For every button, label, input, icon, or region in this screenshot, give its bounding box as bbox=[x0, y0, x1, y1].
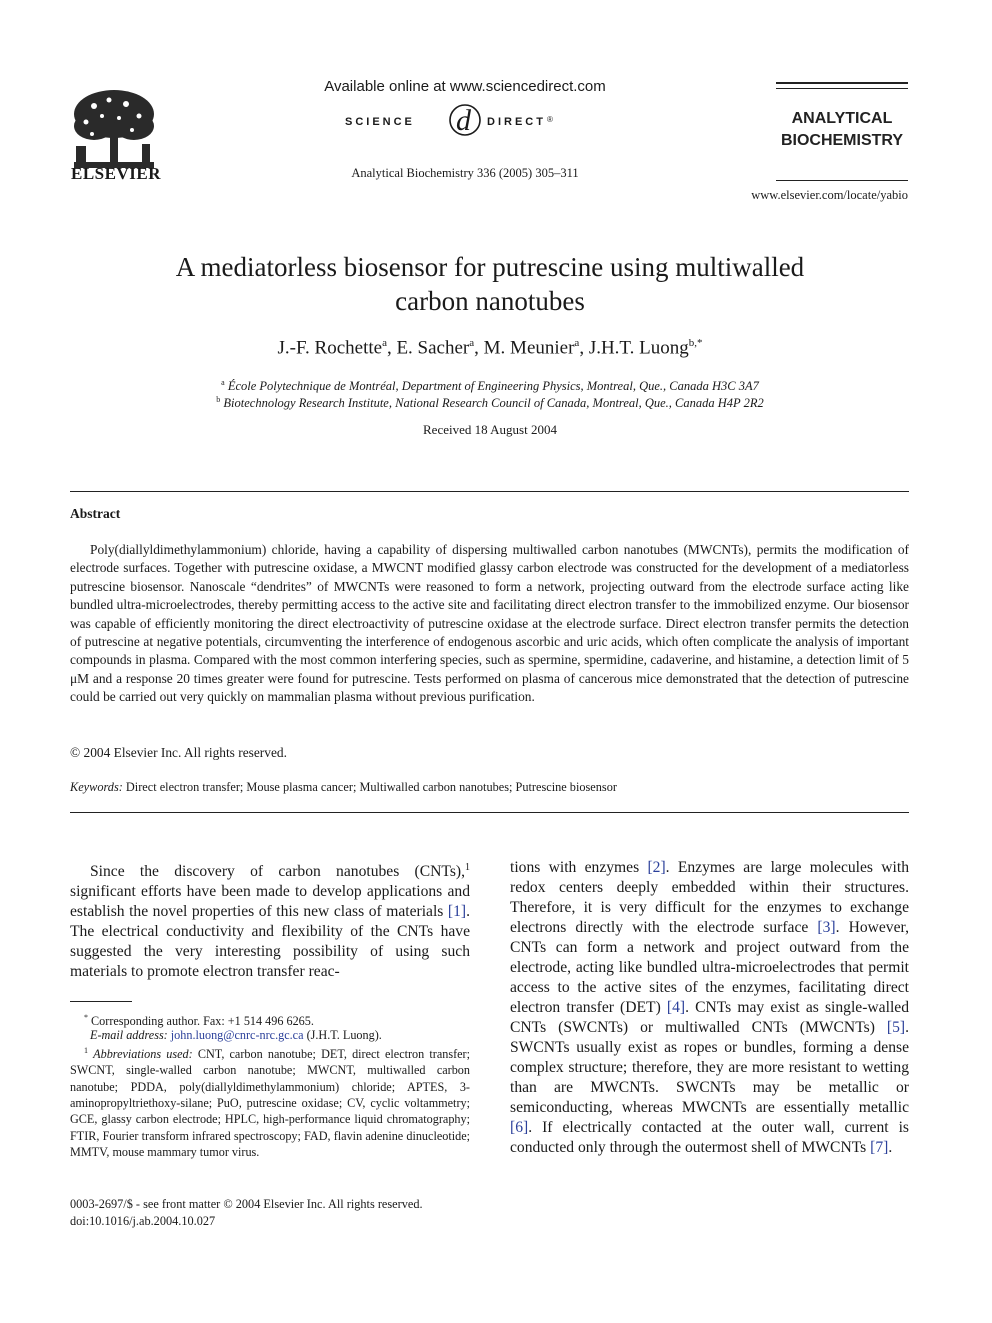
citation-link[interactable]: [3] bbox=[817, 919, 836, 936]
article-title bbox=[90, 250, 890, 318]
author-name: J.H.T. Luong bbox=[588, 337, 689, 359]
abstract-top-rule bbox=[70, 491, 909, 492]
author-affil-mark: a bbox=[382, 337, 387, 349]
journal-rule bbox=[776, 180, 908, 181]
footnote-rule bbox=[70, 1001, 132, 1002]
email-owner: (J.H.T. Luong). bbox=[306, 1028, 382, 1042]
body-text: tions with enzymes bbox=[510, 859, 648, 876]
body-column-right bbox=[510, 858, 909, 1158]
abstract-copyright: © 2004 Elsevier Inc. All rights reserved. bbox=[70, 745, 287, 760]
author-affil-mark: a bbox=[469, 337, 475, 349]
footnote-text: Corresponding author. Fax: +1 514 496 6265. bbox=[91, 1014, 314, 1029]
affiliation-text: École Polytechnique de Montréal, Department of Engineering Physics, Montreal, Que., Canada H3C 3A7 bbox=[227, 379, 759, 394]
abbrev-text: CNT, carbon nanotube; DET, direct electron transfer; SWCNT, single-walled carbon nanotube; MWCNT, multiwalled carbon nanotube; PDDA, poly(diallyldimethylammonium) chloride; APTES, 3-aminopropyltriethoxy-silane; PuO, putrescine oxidase; CV, cyclic voltammetry; GCE, glassy carbon electrode; HPLC, high-performance liquid chromatography; FTIR, Fourier transform infrared spectroscopy; FAD, flavin adenine dinucleotide; MMTV, mouse mammary tumor virus. bbox=[70, 1047, 471, 1159]
footnote-mark: * bbox=[84, 1013, 88, 1022]
body-text: . SWCNTs usually exist as ropes or bundles, forming a dense complex structure; therefore, they are more resistant to wetting than are MWCNTs. SWCNTs may be metallic or semiconducting, whereas MWCNTs are essentially metallic bbox=[510, 1019, 909, 1116]
issn-line: 0003-2697/$ - see front matter © 2004 Elsevier Inc. All rights reserved. bbox=[70, 1197, 423, 1211]
title-line2: carbon nanotubes bbox=[395, 286, 585, 316]
affiliation-a bbox=[90, 378, 890, 394]
citation-link[interactable]: [2] bbox=[647, 859, 666, 876]
received-date: Received 18 August 2004 bbox=[423, 422, 557, 437]
citation-line: Analytical Biochemistry 336 (2005) 305–311 bbox=[351, 166, 579, 180]
citation-link[interactable]: [7] bbox=[870, 1139, 889, 1156]
body-text: . Enzymes are large molecules with redox centers deeply embedded within their structures. Therefore, it is very difficult for the enzymes to exchange electrons directly with the electrode surface bbox=[510, 859, 909, 936]
author-list: J.-F. Rochette$^a$, E. Sacher$^a$, M. Meunier$^a$, J.H.T. Luong$^{b,*}$ bbox=[277, 337, 703, 359]
author-name: M. Meunier bbox=[483, 337, 575, 359]
footnote-mark: 1 bbox=[84, 1046, 88, 1055]
body-text: . bbox=[888, 1139, 893, 1156]
email-link[interactable]: john.luong@cnrc-nrc.gc.ca bbox=[170, 1028, 304, 1042]
footnote-ref[interactable]: 1 bbox=[465, 862, 470, 873]
body-text: Since the discovery of carbon nanotubes (CNTs), bbox=[90, 863, 465, 881]
journal-name bbox=[770, 108, 914, 152]
sd-left-word: SCIENCE bbox=[345, 116, 415, 128]
footnote-email bbox=[70, 1027, 470, 1043]
email-label: E-mail address: bbox=[90, 1028, 168, 1042]
citation-link[interactable]: [6] bbox=[510, 1119, 529, 1136]
title-line1: A mediatorless biosensor for putrescine using multiwalled bbox=[175, 252, 805, 282]
affiliation-mark: a bbox=[221, 378, 225, 387]
affiliation-mark: b bbox=[216, 395, 221, 404]
body-text: . CNTs may exist as single-walled CNTs (SWCNTs) or multiwalled CNTs (MWCNTs) bbox=[510, 999, 909, 1036]
sd-right-word: DIRECT bbox=[487, 116, 546, 128]
sd-mark: ® bbox=[547, 115, 553, 124]
affiliation-text: Biotechnology Research Institute, National Research Council of Canada, Montreal, Que., Canada H4P 2R2 bbox=[223, 396, 764, 411]
journal-url[interactable]: www.elsevier.com/locate/yabio bbox=[751, 188, 908, 202]
sciencedirect-logo-icon bbox=[345, 100, 585, 140]
journal-rule bbox=[776, 82, 908, 84]
citation-link[interactable]: [4] bbox=[666, 999, 686, 1016]
author-affil-mark: a bbox=[574, 337, 580, 349]
author-name: E. Sacher bbox=[396, 337, 470, 359]
author-name: J.-F. Rochette bbox=[277, 337, 383, 359]
citation-link[interactable]: [1] bbox=[447, 903, 467, 921]
keywords-list: Direct electron transfer; Mouse plasma cancer; Multiwalled carbon nanotubes; Putrescine biosensor bbox=[125, 780, 617, 794]
keywords bbox=[70, 780, 909, 795]
abstract-bottom-rule bbox=[70, 812, 909, 813]
publisher-wordmark: ELSEVIER bbox=[71, 164, 161, 183]
doi-line[interactable]: doi:10.1016/j.ab.2004.10.027 bbox=[70, 1214, 216, 1228]
abstract-body: Poly(diallyldimethylammonium) chloride, having a capability of dispersing multiwalled carbon nanotubes (MWCNTs), permits the modification of electrode surfaces. Together with putrescine oxidase, a MWCNT modified glassy carbon electrode was constructed for the development of a mediatorless putrescine biosensor. Nanoscale “dendrites” of MWCNTs were reasoned to form a network, projecting outward from the electrode surface acting like bundled ultra-microelectrodes, thereby permitting access to the active site and facilitating direct electron transfer to the immobilized enzyme. Our biosensor was capable of efficiently monitoring the direct electroactivity of putrescine oxidase at the electrode surface. Direct electron transfer permits the detection of putrescine at negative potentials, circumventing the interference of endogenous ascorbic and uric acids, which often complicate the analysis of important compounds in plasma. Compared with the most common interfering species, such as spermine, spermidine, cadaverine, and histamine, a detection limit of 5 μM and a response 20 times greater were found for putrescine. Tests performed on plasma of cancerous mice demonstrated that the detection of putrescine could be carried out very quickly on mammalian plasma without previous purification. bbox=[70, 542, 909, 705]
svg-text:d: d bbox=[456, 104, 471, 137]
journal-name-line2: BIOCHEMISTRY bbox=[780, 132, 904, 149]
body-text: . If electrically contacted at the outer wall, current is conducted only through the outermost shell of MWCNTs bbox=[510, 1119, 909, 1156]
body-column-left bbox=[70, 858, 470, 982]
issn-block bbox=[70, 1196, 423, 1230]
author-affil-mark[interactable]: b,* bbox=[688, 337, 703, 349]
body-text: . The electrical conductivity and flexibility of the CNTs have suggested the very interesting possibility of using such materials to promote electron transfer reac- bbox=[70, 903, 470, 981]
body-text: . However, CNTs can form a network and project outward from the electrode, acting like bundled ultra-microelectrodes that permit access to the active sites of the enzymes, facilitating direct electron transfer (DET) bbox=[510, 919, 909, 1016]
keywords-label: Keywords: bbox=[70, 780, 123, 794]
abbrev-label: Abbreviations used: bbox=[93, 1047, 193, 1062]
journal-rule bbox=[776, 88, 908, 89]
available-online-text[interactable]: Available online at www.sciencedirect.com bbox=[324, 78, 606, 95]
citation-link[interactable]: [5] bbox=[886, 1019, 906, 1036]
journal-name-line1: ANALYTICAL bbox=[791, 110, 893, 127]
footnote-abbreviations bbox=[70, 1043, 470, 1160]
abstract-heading: Abstract bbox=[70, 506, 121, 521]
affiliation-b bbox=[90, 395, 890, 411]
body-text: significant efforts have been made to develop applications and establish the novel properties of this new class of materials bbox=[70, 883, 470, 921]
